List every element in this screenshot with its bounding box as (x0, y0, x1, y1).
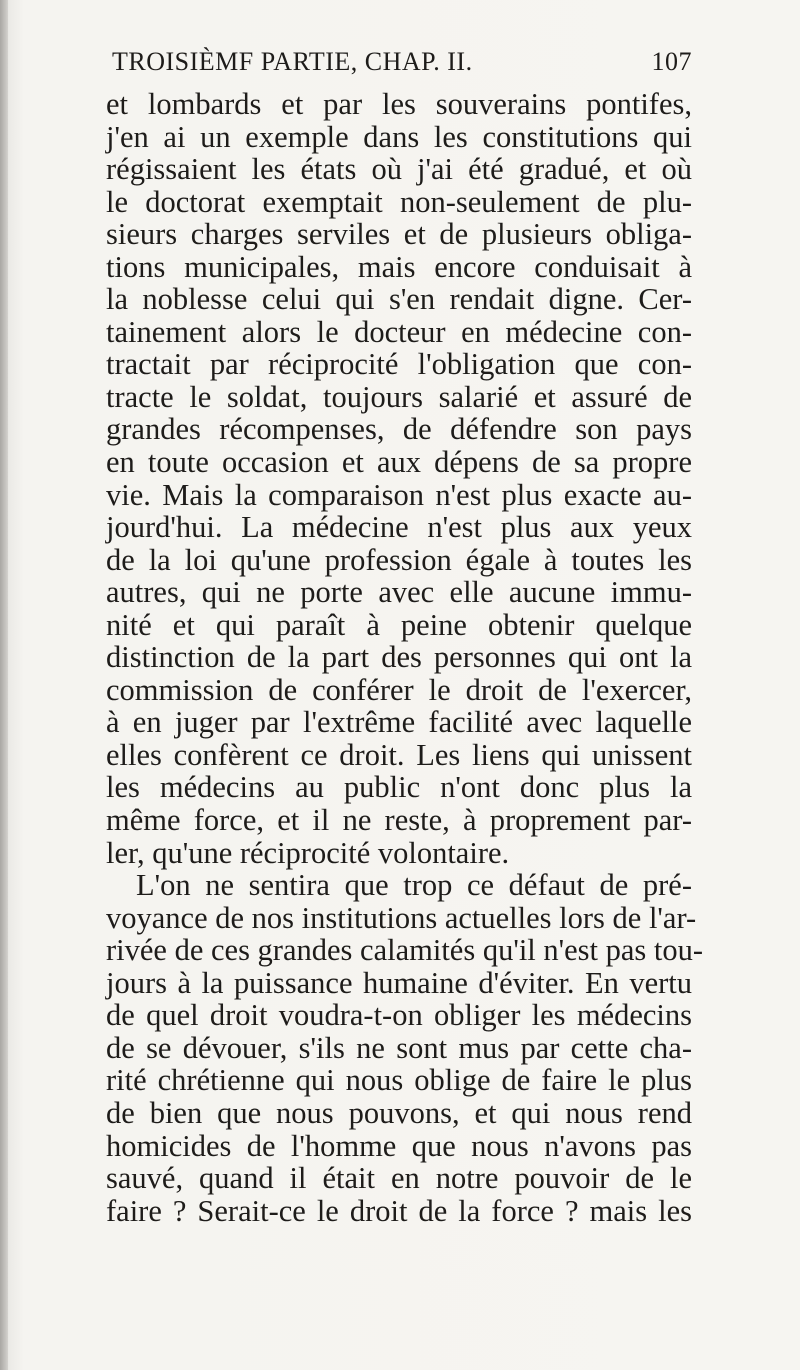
binding-edge (0, 0, 8, 1370)
text-line: faire ? Serait-ce le droit de la force ? mais les (106, 1193, 692, 1228)
text-line: de quel droit voudra-t-on obliger les médecins (106, 998, 692, 1033)
text-line: rivée de ces grandes calamités qu'il n'est pas tou- (106, 933, 704, 968)
running-header (112, 47, 692, 83)
text-line: à en juger par l'extrême facilité avec laquelle (106, 705, 692, 740)
text-line: grandes récompenses, de défendre son pays (106, 412, 692, 447)
text-line: distinction de la part des personnes qui ont la (106, 640, 692, 675)
text-line: autres, qui ne porte avec elle aucune immu- (106, 575, 692, 610)
text-line: voyance de nos institutions actuelles lors de l'ar- (106, 900, 697, 935)
text-line: j'en ai un exemple dans les constitutions qui (106, 119, 692, 154)
body-text (106, 87, 704, 1228)
page-number: 107 (651, 47, 692, 76)
text-line: même force, et il ne reste, à proprement par- (106, 803, 692, 838)
text-line: tions municipales, mais encore conduisait à (106, 249, 692, 284)
text-line: et lombards et par les souverains pontifes, (106, 87, 692, 121)
text-line: de bien que nous pouvons, et qui nous rend (106, 1095, 692, 1130)
text-line: de se dévouer, s'ils ne sont mus par cette cha- (106, 1030, 692, 1065)
text-line: régissaient les états où j'ai été gradué, et où (106, 152, 692, 187)
text-line: la noblesse celui qui s'en rendait digne. Cer- (106, 282, 692, 317)
text-line: elles confèrent ce droit. Les liens qui unissent (106, 737, 692, 772)
text-line: jours à la puissance humaine d'éviter. En vertu (106, 965, 692, 1000)
text-line: rité chrétienne qui nous oblige de faire le plus (106, 1063, 692, 1098)
text-line: nité et qui paraît à peine obtenir quelque (106, 607, 692, 642)
text-line: le doctorat exemptait non-seulement de plu- (106, 184, 692, 219)
text-line: jourd'hui. La médecine n'est plus aux yeux (106, 510, 692, 545)
header-title: TROISIÈMF PARTIE, CHAP. II. (112, 47, 473, 76)
paragraph-start-line: L'on ne sentira que trop ce défaut de pré- (136, 868, 692, 903)
text-line: sieurs charges serviles et de plusieurs obliga- (106, 217, 692, 252)
text-line: de la loi qu'une profession égale à toutes les (106, 542, 692, 577)
text-line: vie. Mais la comparaison n'est plus exacte au- (106, 477, 692, 512)
text-line: les médecins au public n'ont donc plus la (106, 770, 692, 805)
text-line: tainement alors le docteur en médecine con- (106, 314, 692, 349)
paragraph-end-line: ler, qu'une réciprocité volontaire. (106, 835, 510, 870)
text-line: en toute occasion et aux dépens de sa propre (106, 445, 692, 480)
text-line: sauvé, quand il était en notre pouvoir de le (106, 1161, 692, 1196)
text-line: tractait par réciprocité l'obligation que con- (106, 347, 692, 382)
text-line: tracte le soldat, toujours salarié et assuré de (106, 379, 692, 414)
text-line: homicides de l'homme que nous n'avons pas (106, 1128, 692, 1163)
text-line: commission de conférer le droit de l'exercer, (106, 672, 692, 707)
